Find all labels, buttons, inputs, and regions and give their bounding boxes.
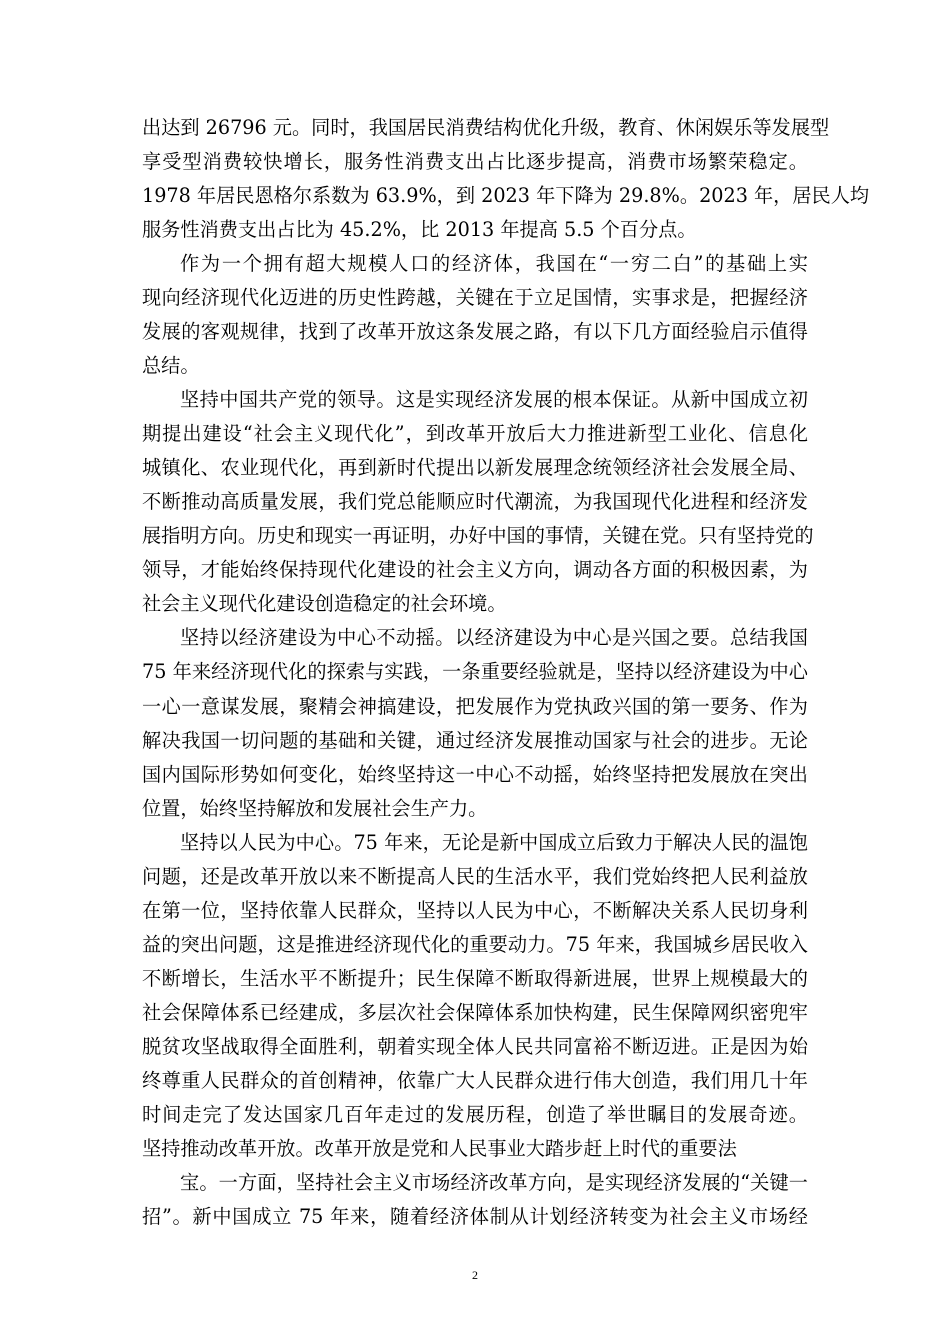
text-line: 75 年来经济现代化的探索与实践，一条重要经验就是，坚持以经济建设为中心	[142, 660, 808, 683]
text-line: 在第一位，坚持依靠人民群众，坚持以人民为中心，不断解决关系人民切身利	[142, 899, 808, 922]
text-line: 不断增长，生活水平不断提升；民生保障不断取得新进展，世界上规模最大的	[142, 967, 808, 990]
text-line: 服务性消费支出占比为 45.2%，比 2013 年提高 5.5 个百分点。	[142, 218, 697, 241]
text-line: 发展的客观规律，找到了改革开放这条发展之路，有以下几方面经验启示值得	[142, 320, 808, 343]
text-line: 出达到 26796 元。同时，我国居民消费结构优化升级，教育、休闲娱乐等发展型	[142, 116, 830, 139]
paragraph-first-line: 作为一个拥有超大规模人口的经济体，我国在“一穷二白”的基础上实	[180, 252, 808, 275]
page-number: 2	[472, 1268, 478, 1282]
text-line: 时间走完了发达国家几百年走过的发展历程，创造了举世瞩目的发展奇迹。	[142, 1103, 808, 1126]
text-line: 解决我国一切问题的基础和关键，通过经济发展推动国家与社会的进步。无论	[142, 729, 808, 752]
text-line: 社会保障体系已经建成，多层次社会保障体系加快构建，民生保障网织密兜牢	[142, 1001, 808, 1024]
text-line: 终尊重人民群众的首创精神，依靠广大人民群众进行伟大创造，我们用几十年	[142, 1069, 808, 1092]
text-line: 国内国际形势如何变化，始终坚持这一中心不动摇，始终坚持把发展放在突出	[142, 763, 808, 786]
text-line: 期提出建设“社会主义现代化”，到改革开放后大力推进新型工业化、信息化	[142, 422, 808, 445]
text-line: 社会主义现代化建设创造稳定的社会环境。	[142, 592, 507, 615]
text-line: 招”。新中国成立 75 年来，随着经济体制从计划经济转变为社会主义市场经	[142, 1205, 808, 1228]
text-line: 总结。	[142, 354, 200, 377]
text-line: 现向经济现代化迈进的历史性跨越，关键在于立足国情，实事求是，把握经济	[142, 286, 808, 309]
paragraph-first-line: 坚持中国共产党的领导。这是实现经济发展的根本保证。从新中国成立初	[180, 388, 808, 411]
text-line: 领导，才能始终保持现代化建设的社会主义方向，调动各方面的积极因素，为	[142, 558, 808, 581]
text-line: 展指明方向。历史和现实一再证明，办好中国的事情，关键在党。只有坚持党的	[142, 524, 814, 547]
text-line: 位置，始终坚持解放和发展社会生产力。	[142, 797, 488, 820]
text-line: 享受型消费较快增长，服务性消费支出占比逐步提高，消费市场繁荣稳定。	[142, 150, 808, 173]
text-line: 脱贫攻坚战取得全面胜利，朝着实现全体人民共同富裕不断迈进。正是因为始	[142, 1035, 808, 1058]
paragraph-first-line: 坚持以经济建设为中心不动摇。以经济建设为中心是兴国之要。总结我国	[180, 626, 808, 649]
paragraph-first-line: 坚持以人民为中心。75 年来，无论是新中国成立后致力于解决人民的温饱	[180, 831, 808, 854]
text-line: 益的突出问题，这是推进经济现代化的重要动力。75 年来，我国城乡居民收入	[142, 933, 808, 956]
text-line: 问题，还是改革开放以来不断提高人民的生活水平，我们党始终把人民利益放	[142, 865, 808, 888]
paragraph-first-line: 宝。一方面，坚持社会主义市场经济改革方向，是实现经济发展的“关键一	[180, 1171, 808, 1194]
text-line: 城镇化、农业现代化，再到新时代提出以新发展理念统领经济社会发展全局、	[142, 456, 808, 479]
text-line: 一心一意谋发展，聚精会神搞建设，把发展作为党执政兴国的第一要务、作为	[142, 695, 808, 718]
text-line: 不断推动高质量发展，我们党总能顺应时代潮流，为我国现代化进程和经济发	[142, 490, 808, 513]
text-line: 1978 年居民恩格尔系数为 63.9%，到 2023 年下降为 29.8%。2023 年，居民人均	[142, 184, 870, 207]
text-line: 坚持推动改革开放。改革开放是党和人民事业大踏步赶上时代的重要法	[142, 1137, 737, 1160]
